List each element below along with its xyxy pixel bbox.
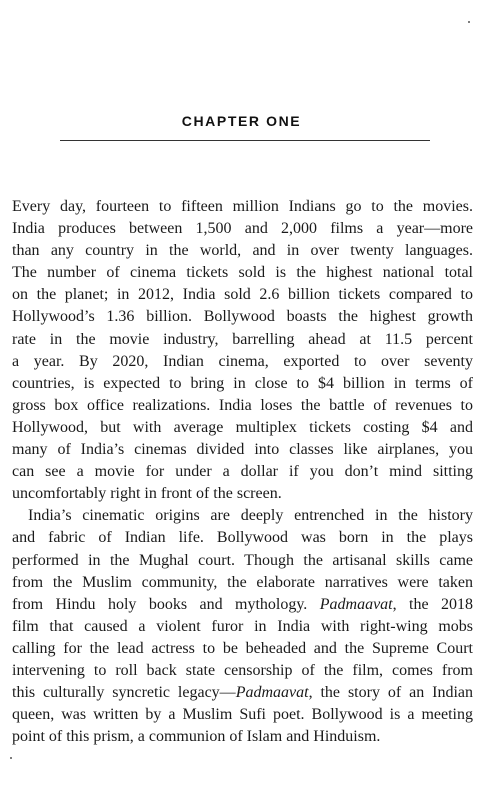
text-line [12,483,473,505]
text-line [12,682,473,704]
text-line [12,527,473,549]
chapter-heading: CHAPTER ONE [181,113,302,129]
scan-speck [10,757,12,759]
text-line [12,550,473,572]
text-run: many of India’s cinemas divided into classes like airplanes, you [12,441,473,459]
text-run: Hollywood, but with average multiplex tickets costing $4 and [12,418,473,436]
text-run: from the Muslim community, the elaborate narratives were taken [12,573,473,591]
text-line [12,373,473,395]
text-line [12,329,473,351]
text-line [12,704,473,726]
text-run: a year. By 2020, Indian cinema, exported to over seventy [12,352,473,370]
text-line [12,594,473,616]
text-run: rate in the movie industry, barrelling ahead at 11.5 percent [12,330,473,348]
text-line [12,262,473,284]
text-run: than any country in the world, and in over twenty languages. [12,242,473,260]
text-run: from Hindu holy books and mythology. [12,595,320,613]
text-run: this culturally syncretic legacy— [12,684,236,702]
text-line [12,505,473,527]
text-run: India’s cinematic origins are deeply entrenched in the history [28,507,473,525]
italic-title: Padmaavat [319,595,393,613]
text-run: The number of cinema tickets sold is the highest national total [12,264,473,282]
paragraph [12,505,473,748]
text-run: performed in the Mughal court. Though the artisanal skills came [12,551,473,569]
text-line [12,417,473,439]
text-line [12,196,473,218]
text-run: calling for the lead actress to be beheaded and the Supreme Court [12,639,473,657]
scan-speck [468,21,470,23]
text-run: , the 2018 [392,595,474,613]
text-line [12,660,473,682]
text-run: uncomfortably right in front of the screen. [12,485,282,503]
text-line [12,726,473,748]
text-run: point of this prism, a communion of Islam and Hinduism. [12,728,381,746]
text-line [12,306,473,328]
text-run: on the planet; in 2012, India sold 2.6 billion tickets compared to [12,286,473,304]
text-run: , the story of an Indian [308,684,473,702]
text-run: can see a movie for under a dollar if you don’t mind sitting [12,463,473,481]
text-run: gross box office realizations. India loses the battle of revenues to [12,396,473,414]
text-line [12,284,473,306]
text-line [12,240,473,262]
text-run: film that caused a violent furor in India with right-wing mobs [12,617,473,635]
text-run: intervening to roll back state censorship of the film, comes from [12,661,473,679]
text-run: countries, is expected to bring in close to $4 billion in terms of [12,374,473,392]
text-run: Hollywood’s 1.36 billion. Bollywood boasts the highest growth [12,308,473,326]
text-run: and fabric of Indian life. Bollywood was born in the plays [12,529,473,547]
text-line [12,461,473,483]
italic-title: Padmaavat [235,684,309,702]
text-line [12,395,473,417]
text-run: Every day, fourteen to fifteen million Indians go to the movies. [12,198,473,215]
text-line [12,616,473,638]
heading-rule [60,140,430,141]
paragraph [12,196,473,505]
body-text [12,196,473,748]
text-line [12,439,473,461]
text-line [12,218,473,240]
text-run: India produces between 1,500 and 2,000 films a year—more [12,220,473,238]
text-line [12,351,473,373]
text-line [12,638,473,660]
text-line [12,572,473,594]
text-run: queen, was written by a Muslim Sufi poet. Bollywood is a meeting [12,706,473,724]
